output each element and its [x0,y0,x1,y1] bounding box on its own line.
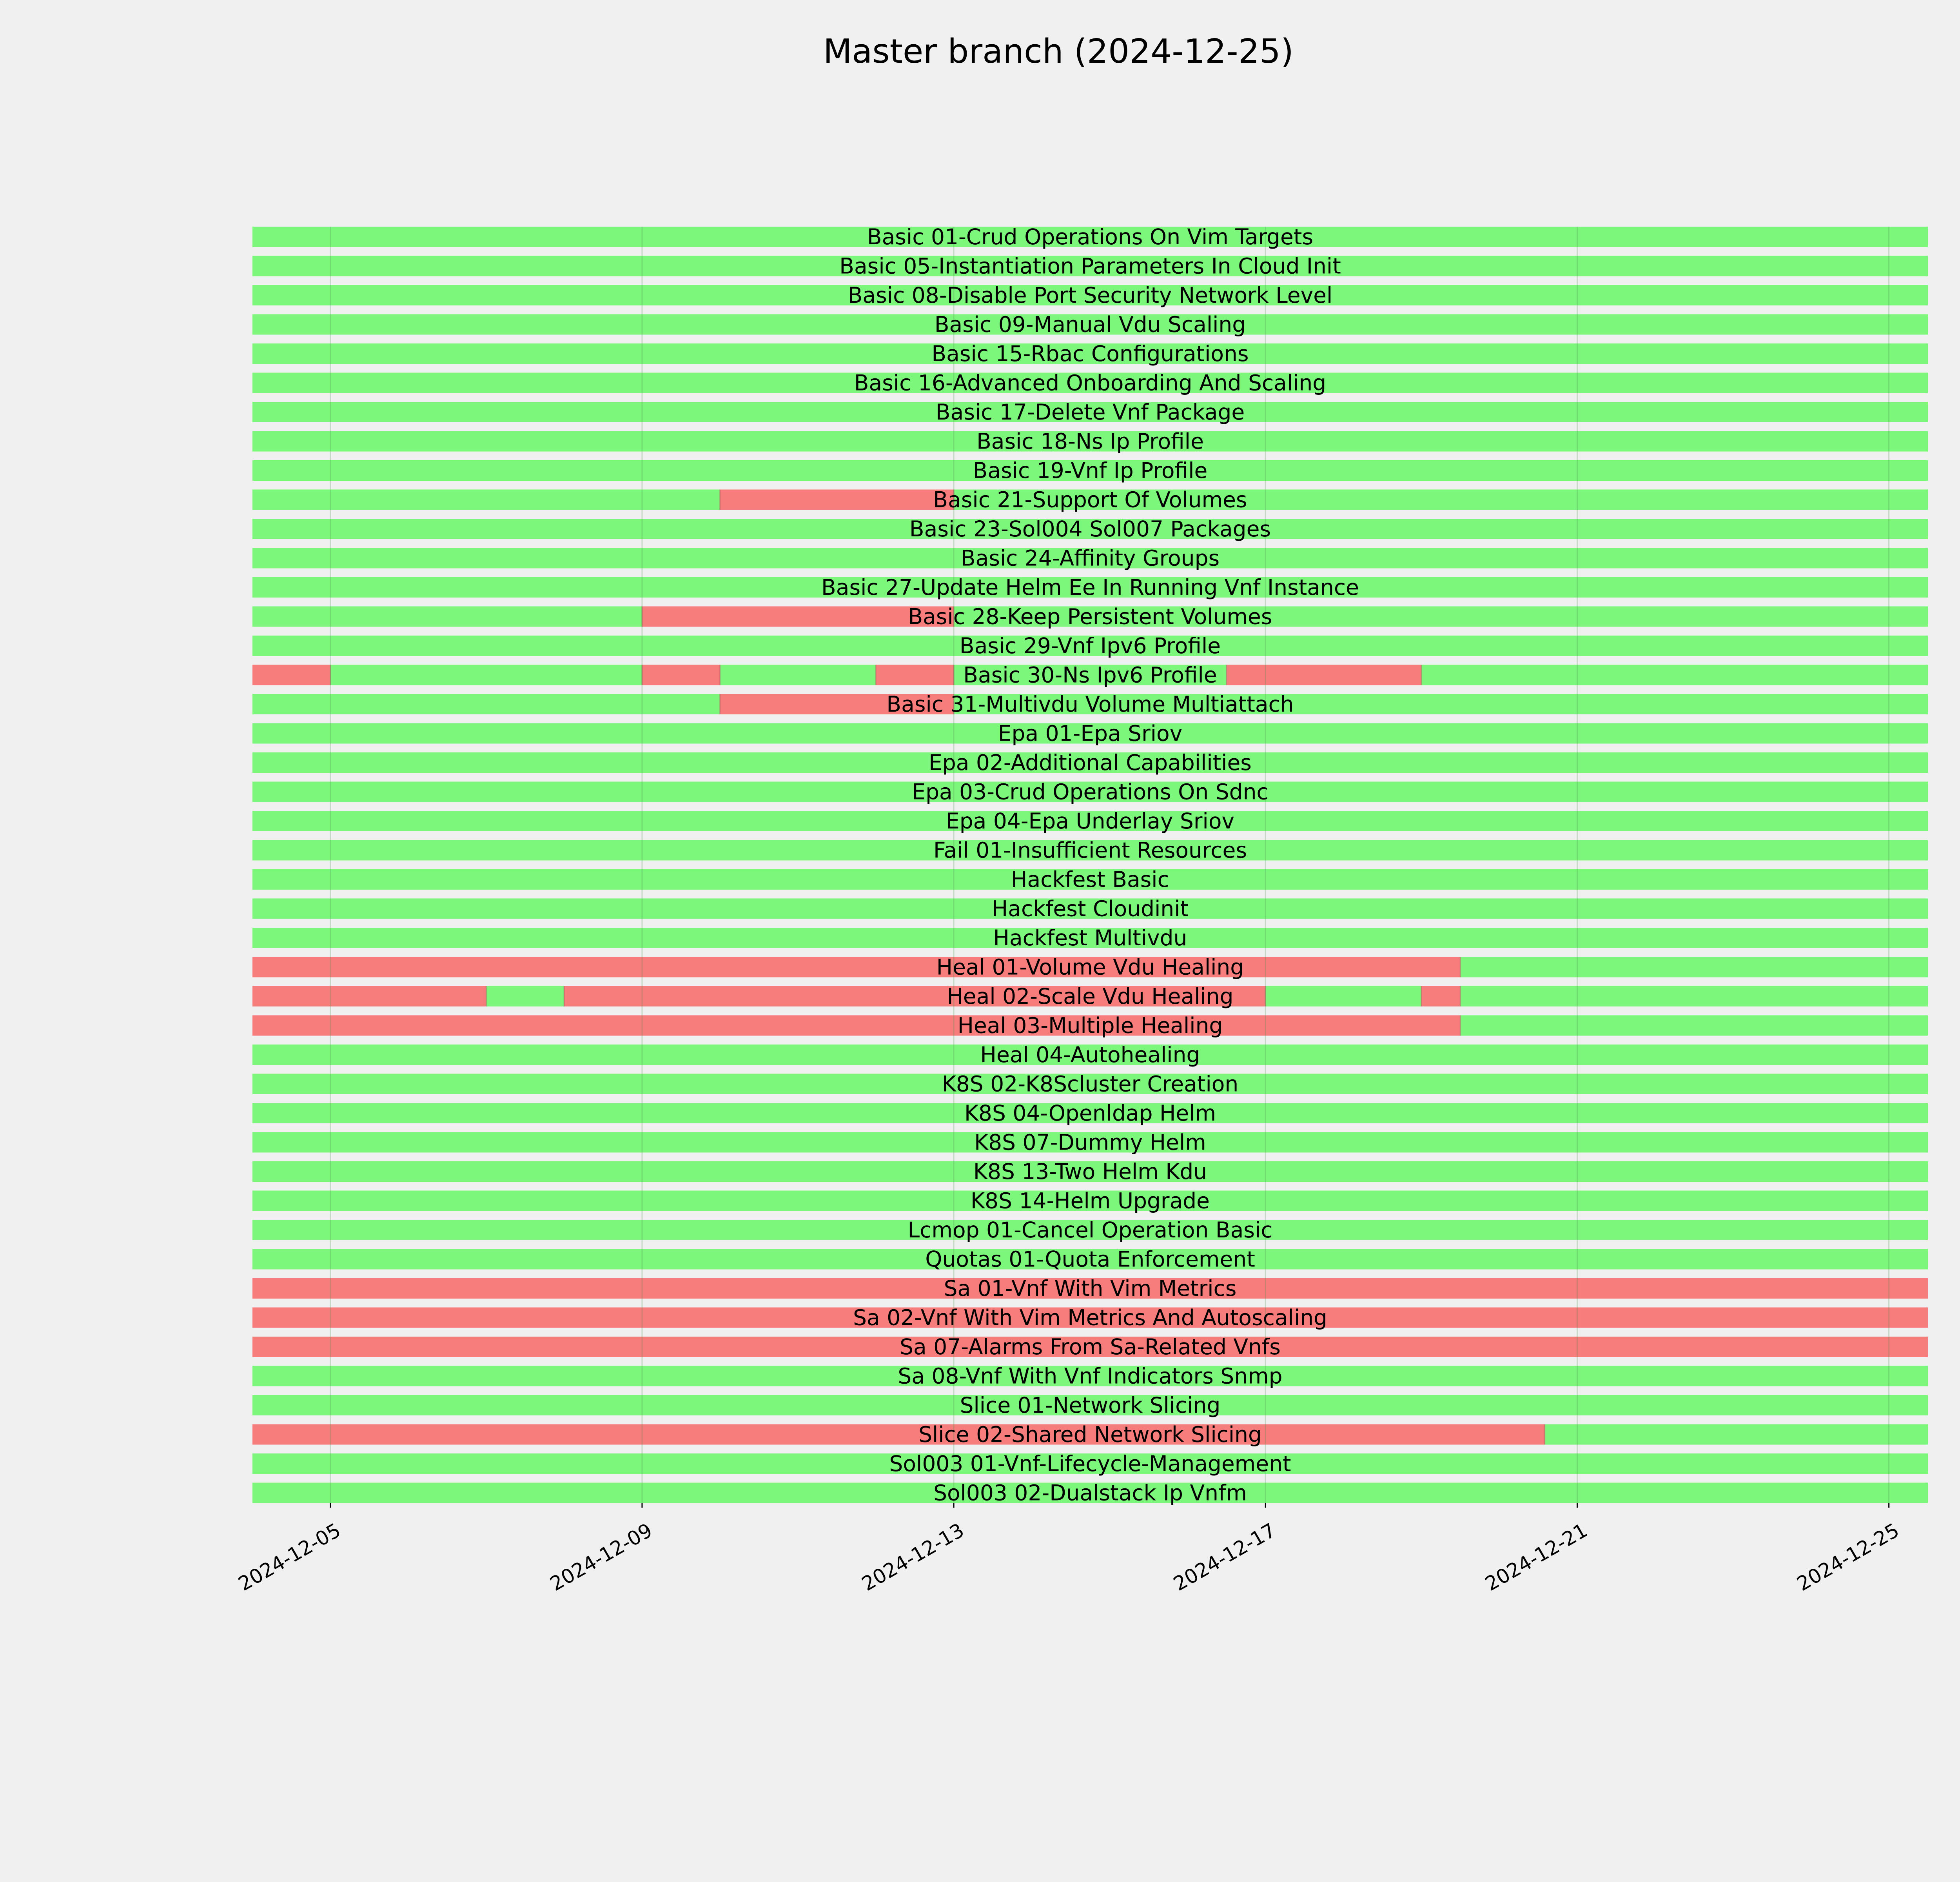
row-bar-fail [876,665,954,685]
row-label: Heal 03-Multiple Healing [957,1013,1223,1038]
row-label: K8S 04-Openldap Helm [964,1101,1216,1126]
row-label: Hackfest Cloudinit [991,896,1189,921]
row-label: K8S 02-K8Scluster Creation [942,1071,1239,1097]
row-label: Basic 28-Keep Persistent Volumes [908,604,1272,629]
row-label: Basic 17-Delete Vnf Package [935,400,1245,425]
row-label: K8S 13-Two Helm Kdu [973,1159,1207,1184]
row-label: Basic 30-Ns Ipv6 Profile [963,662,1217,688]
row-label: K8S 14-Helm Upgrade [971,1188,1210,1213]
row-bar-fail [1227,665,1421,685]
row-label: Quotas 01-Quota Enforcement [925,1246,1255,1272]
row-bar-fail [252,957,1460,977]
row-bar-fail [252,1424,1545,1445]
x-tick-label: 2024-12-25 [1793,1519,1903,1596]
row-label: Slice 01-Network Slicing [960,1393,1221,1418]
row-label: Basic 31-Multivdu Volume Multiattach [886,692,1294,717]
row-label: Sa 01-Vnf With Vim Metrics [944,1276,1237,1301]
row-label: Hackfest Multivdu [993,925,1187,950]
row-bar-fail [642,607,954,627]
row-label: Sol003 02-Dualstack Ip Vnfm [933,1480,1247,1506]
row-label: Sa 07-Alarms From Sa-Related Vnfs [900,1334,1281,1359]
row-label: Sa 08-Vnf With Vnf Indicators Snmp [898,1363,1283,1389]
row-bar-fail [642,665,720,685]
chart-title: Master branch (2024-12-25) [823,32,1294,71]
row-label: Epa 01-Epa Sriov [998,721,1183,746]
x-tick-label: 2024-12-17 [1169,1519,1280,1596]
row-label: Basic 16-Advanced Onboarding And Scaling [854,370,1327,396]
row-label: Basic 21-Support Of Volumes [933,487,1247,512]
row-label: K8S 07-Dummy Helm [974,1130,1206,1155]
row-label: Epa 04-Epa Underlay Sriov [946,808,1235,834]
x-tick-label: 2024-12-09 [546,1519,656,1596]
row-label: Basic 09-Manual Vdu Scaling [934,312,1246,337]
row-label: Basic 24-Affinity Groups [960,545,1220,571]
row-label: Slice 02-Shared Network Slicing [918,1422,1262,1447]
row-bar-fail [252,665,330,685]
row-label: Basic 05-Instantiation Parameters In Cloud Init [839,253,1341,279]
row-bar-fail [252,1015,1460,1036]
row-label: Basic 27-Update Helm Ee In Running Vnf Instance [821,575,1359,600]
x-tick-label: 2024-12-13 [858,1519,968,1596]
row-label: Basic 15-Rbac Configurations [931,341,1249,366]
row-label: Hackfest Basic [1011,867,1169,892]
row-label: Heal 01-Volume Vdu Healing [936,954,1244,980]
row-label: Epa 03-Crud Operations On Sdnc [912,779,1269,805]
row-label: Basic 01-Crud Operations On Vim Targets [867,224,1314,249]
x-tick-label: 2024-12-05 [234,1519,345,1596]
row-label: Heal 04-Autohealing [980,1042,1200,1067]
row-label: Basic 19-Vnf Ip Profile [973,458,1208,483]
row-label: Fail 01-Insufficient Resources [933,837,1247,863]
row-bar-fail [252,986,486,1006]
row-label: Epa 02-Additional Capabilities [929,750,1252,775]
x-tick-label: 2024-12-21 [1481,1519,1592,1596]
row-bar-fail [1421,986,1460,1006]
row-label: Basic 23-Sol004 Sol007 Packages [909,516,1271,541]
row-bar-fail [720,490,954,510]
row-label: Lcmop 01-Cancel Operation Basic [907,1217,1273,1243]
row-label: Sol003 01-Vnf-Lifecycle-Management [889,1451,1291,1476]
row-label: Sa 02-Vnf With Vim Metrics And Autoscaling [853,1305,1327,1330]
row-label: Basic 29-Vnf Ipv6 Profile [959,633,1221,658]
row-label: Basic 08-Disable Port Security Network Level [848,283,1333,308]
row-label: Basic 18-Ns Ip Profile [976,429,1204,454]
row-label: Heal 02-Scale Vdu Healing [947,984,1234,1009]
